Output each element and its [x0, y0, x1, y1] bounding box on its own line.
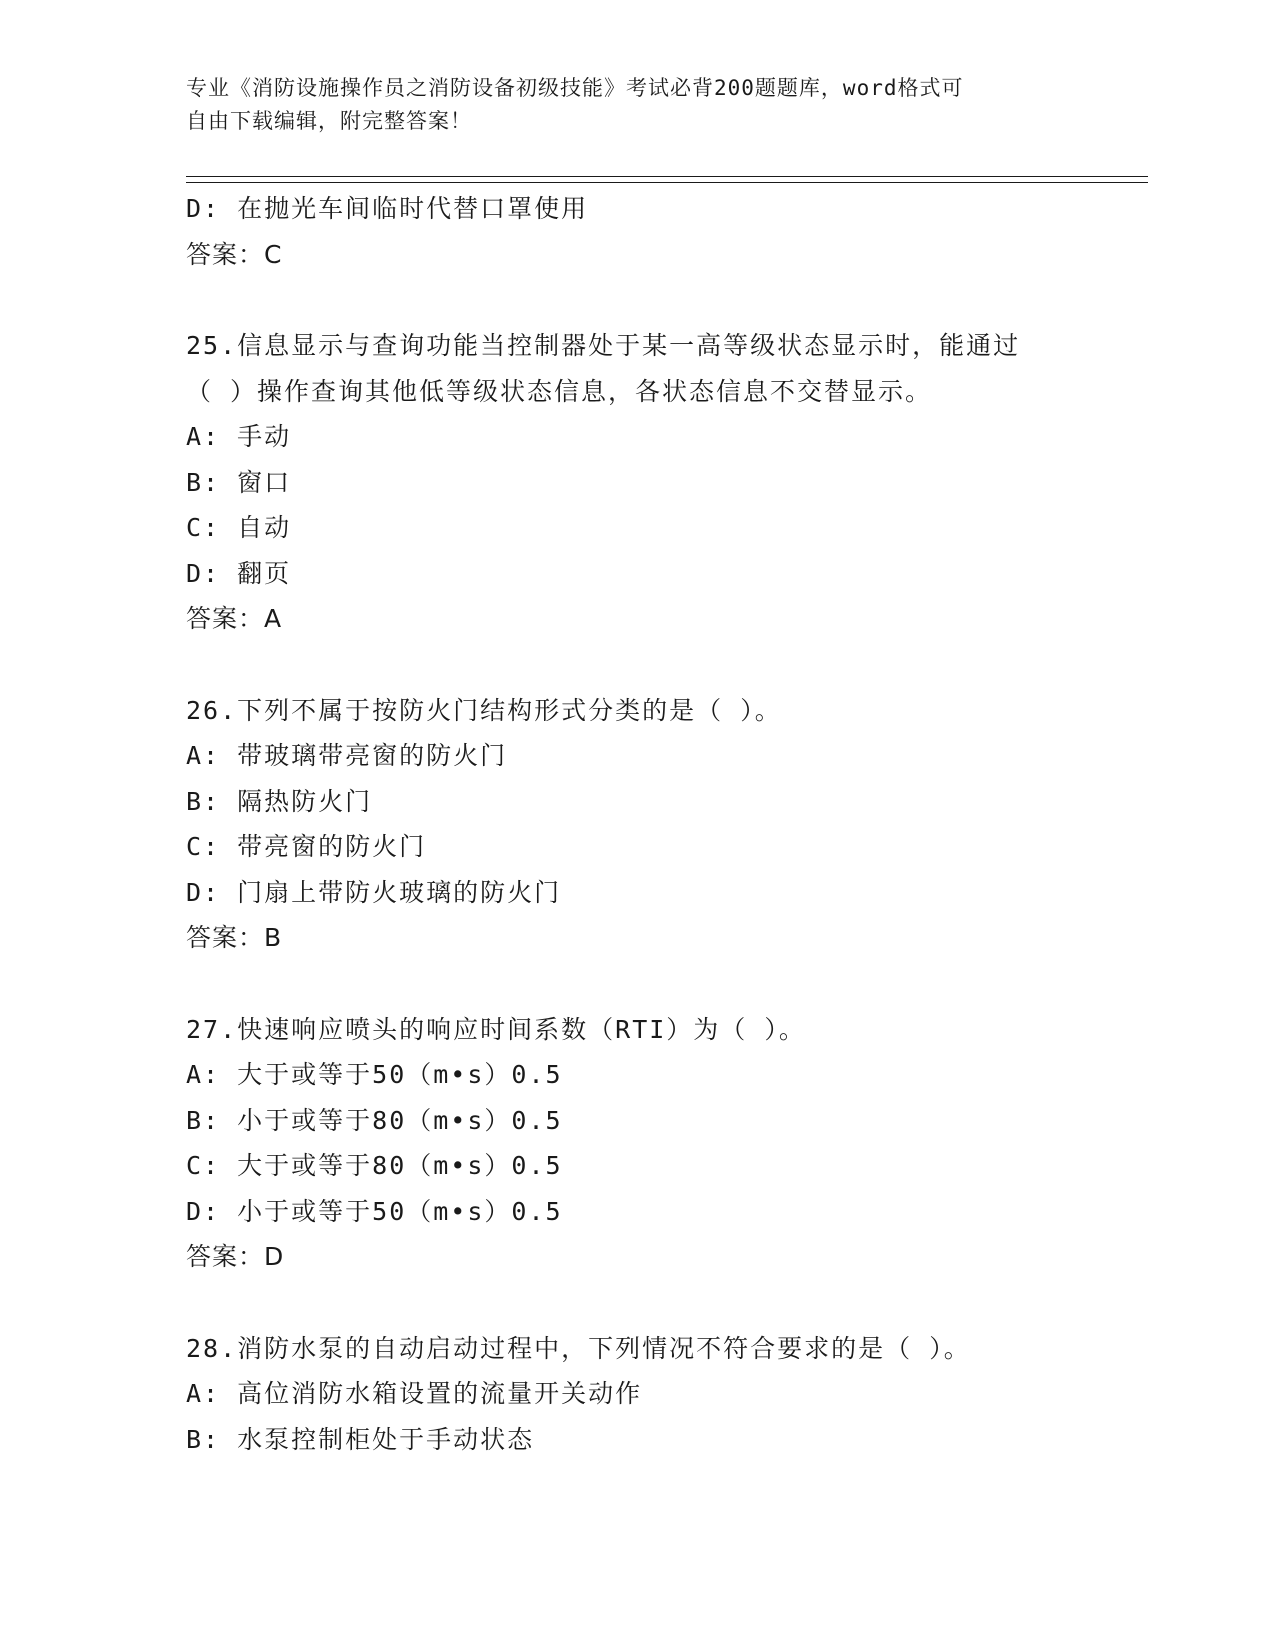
document-header	[186, 72, 1066, 138]
option-b: B: 水泵控制柜处于手动状态	[186, 1424, 535, 1454]
option-d: D: 小于或等于50（m•s）0.5	[186, 1196, 563, 1226]
header-line-2: 自由下载编辑，附完整答案！	[186, 109, 472, 133]
answer: 答案：A	[186, 604, 283, 633]
option-a: A: 手动	[186, 422, 292, 451]
option-a: A: 高位消防水箱设置的流量开关动作	[186, 1379, 643, 1408]
question-stem: 28.消防水泵的自动启动过程中，下列情况不符合要求的是（ ）。	[186, 1333, 971, 1363]
option-b: B: 小于或等于80（m•s）0.5	[186, 1105, 563, 1135]
previous-question-tail	[186, 186, 1148, 277]
option-c: C: 带亮窗的防火门	[186, 832, 427, 861]
option-b: B: 隔热防火门	[186, 786, 373, 816]
question-stem: 27.快速响应喷头的响应时间系数（RTI）为（ ）。	[186, 1014, 806, 1044]
option-c: C: 自动	[186, 513, 292, 542]
spacer	[186, 642, 1148, 688]
answer: 答案：B	[186, 923, 283, 952]
option-a: A: 带玻璃带亮窗的防火门	[186, 741, 508, 770]
question-28	[186, 1326, 1148, 1463]
question-27	[186, 1007, 1148, 1280]
option-d: D: 门扇上带防火玻璃的防火门	[186, 877, 562, 907]
question-list	[186, 186, 1148, 1462]
spacer	[186, 277, 1148, 323]
option-c: C: 大于或等于80（m•s）0.5	[186, 1151, 563, 1180]
option-d: D: 翻页	[186, 558, 292, 588]
question-stem: （ ）操作查询其他低等级状态信息，各状态信息不交替显示。	[186, 376, 933, 406]
question-stem: 25.信息显示与查询功能当控制器处于某一高等级状态显示时，能通过	[186, 331, 1021, 360]
option-a: A: 大于或等于50（m•s）0.5	[186, 1060, 563, 1089]
option-d: D: 在抛光车间临时代替口罩使用	[186, 194, 589, 223]
answer: 答案：C	[186, 239, 283, 269]
question-stem: 26.下列不属于按防火门结构形式分类的是（ ）。	[186, 695, 782, 725]
spacer	[186, 1280, 1148, 1326]
header-line-1: 专业《消防设施操作员之消防设备初级技能》考试必背200题题库，word格式可	[186, 76, 964, 100]
answer: 答案：D	[186, 1242, 285, 1271]
question-26	[186, 688, 1148, 961]
spacer	[186, 961, 1148, 1007]
question-25	[186, 323, 1148, 642]
option-b: B: 窗口	[186, 467, 292, 497]
header-double-rule	[186, 176, 1148, 183]
